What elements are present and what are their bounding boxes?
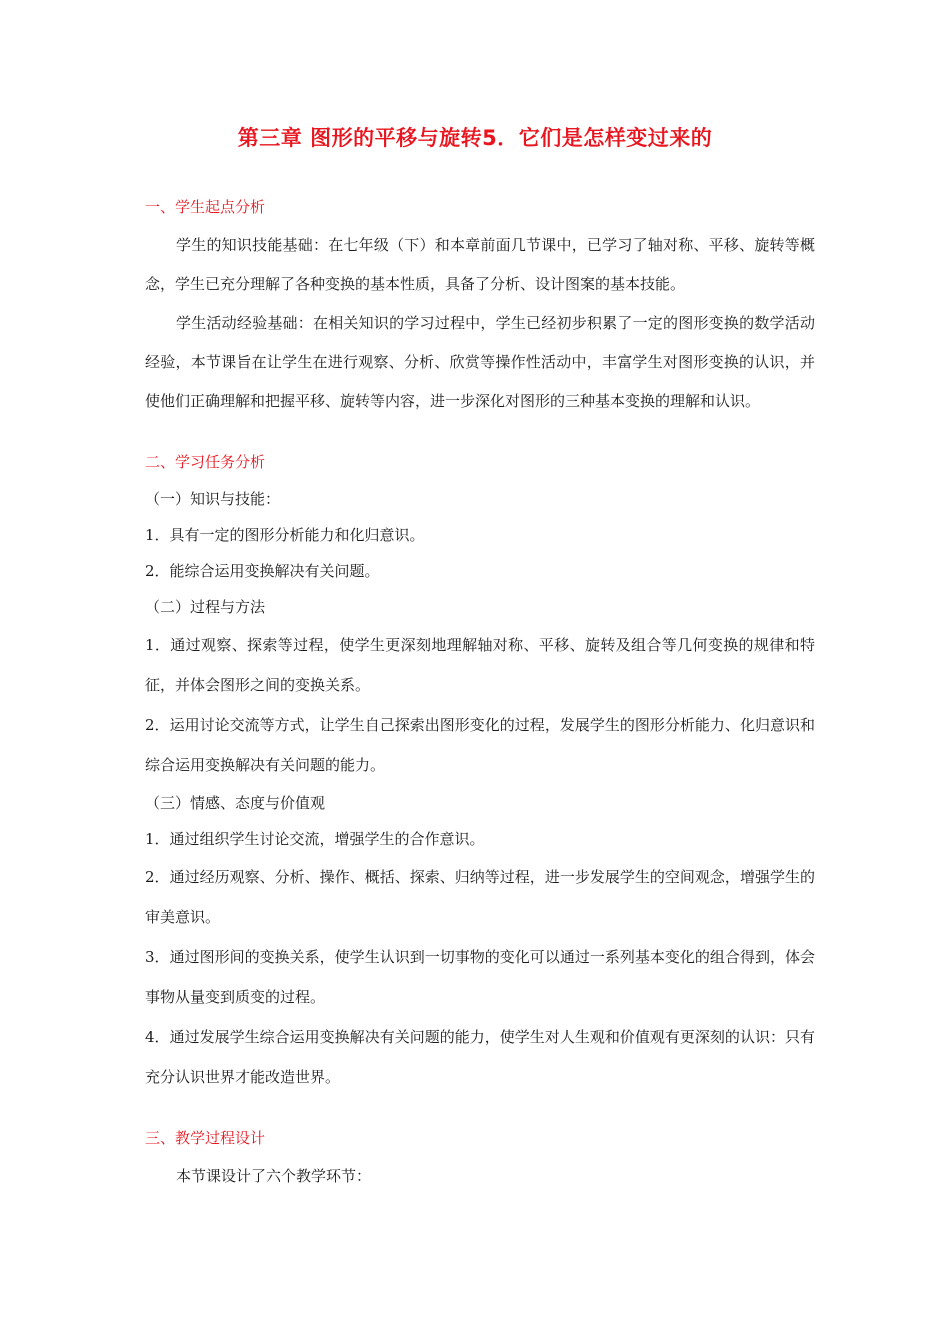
list-item: 2．运用讨论交流等方式，让学生自己探索出图形变化的过程，发展学生的图形分析能力、化归意识和综合运用变换解决有关问题的能力。 bbox=[145, 716, 815, 774]
section-1-heading: 一、学生起点分析 bbox=[145, 198, 266, 216]
list-item: 1．通过组织学生讨论交流，增强学生的合作意识。 bbox=[145, 830, 485, 848]
list-item: 1．具有一定的图形分析能力和化归意识。 bbox=[145, 526, 425, 544]
section-3-heading: 三、教学过程设计 bbox=[145, 1129, 266, 1147]
list-item: 1．通过观察、探索等过程，使学生更深刻地理解轴对称、平移、旋转及组合等几何变换的规律和特征，并体会图形之间的变换关系。 bbox=[145, 636, 815, 694]
section-1-paragraph-2: 学生活动经验基础：在相关知识的学习过程中，学生已经初步积累了一定的图形变换的数学活动经验，本节课旨在让学生在进行观察、分析、欣赏等操作性活动中，丰富学生对图形变换的认识，并使他们正确理解和把握平移、旋转等内容，进一步深化对图形的三种基本变换的理解和认识。 bbox=[145, 314, 815, 410]
section-2-heading: 二、学习任务分析 bbox=[145, 453, 266, 471]
section-3-paragraph-1: 本节课设计了六个教学环节： bbox=[176, 1167, 372, 1185]
page-title: 第三章 图形的平移与旋转5．它们是怎样变过来的 bbox=[237, 126, 713, 150]
list-item: 4．通过发展学生综合运用变换解决有关问题的能力，使学生对人生观和价值观有更深刻的认识：只有充分认识世界才能改造世界。 bbox=[145, 1028, 815, 1086]
section-1-paragraph-1: 学生的知识技能基础：在七年级（下）和本章前面几节课中，已学习了轴对称、平移、旋转等概念，学生已充分理解了各种变换的基本性质，具备了分析、设计图案的基本技能。 bbox=[145, 236, 815, 293]
subsection-process-method: （二）过程与方法 bbox=[145, 598, 266, 616]
document-body bbox=[145, 196, 815, 1196]
list-item: 2．通过经历观察、分析、操作、概括、探索、归纳等过程，进一步发展学生的空间观念，增强学生的审美意识。 bbox=[145, 868, 815, 926]
list-item: 2．能综合运用变换解决有关问题。 bbox=[145, 562, 380, 580]
subsection-attitude-values: （三）情感、态度与价值观 bbox=[145, 794, 326, 812]
list-item: 3．通过图形间的变换关系，使学生认识到一切事物的变化可以通过一系列基本变化的组合得到，体会事物从量变到质变的过程。 bbox=[145, 948, 815, 1006]
subsection-knowledge-skills: （一）知识与技能： bbox=[145, 490, 281, 508]
